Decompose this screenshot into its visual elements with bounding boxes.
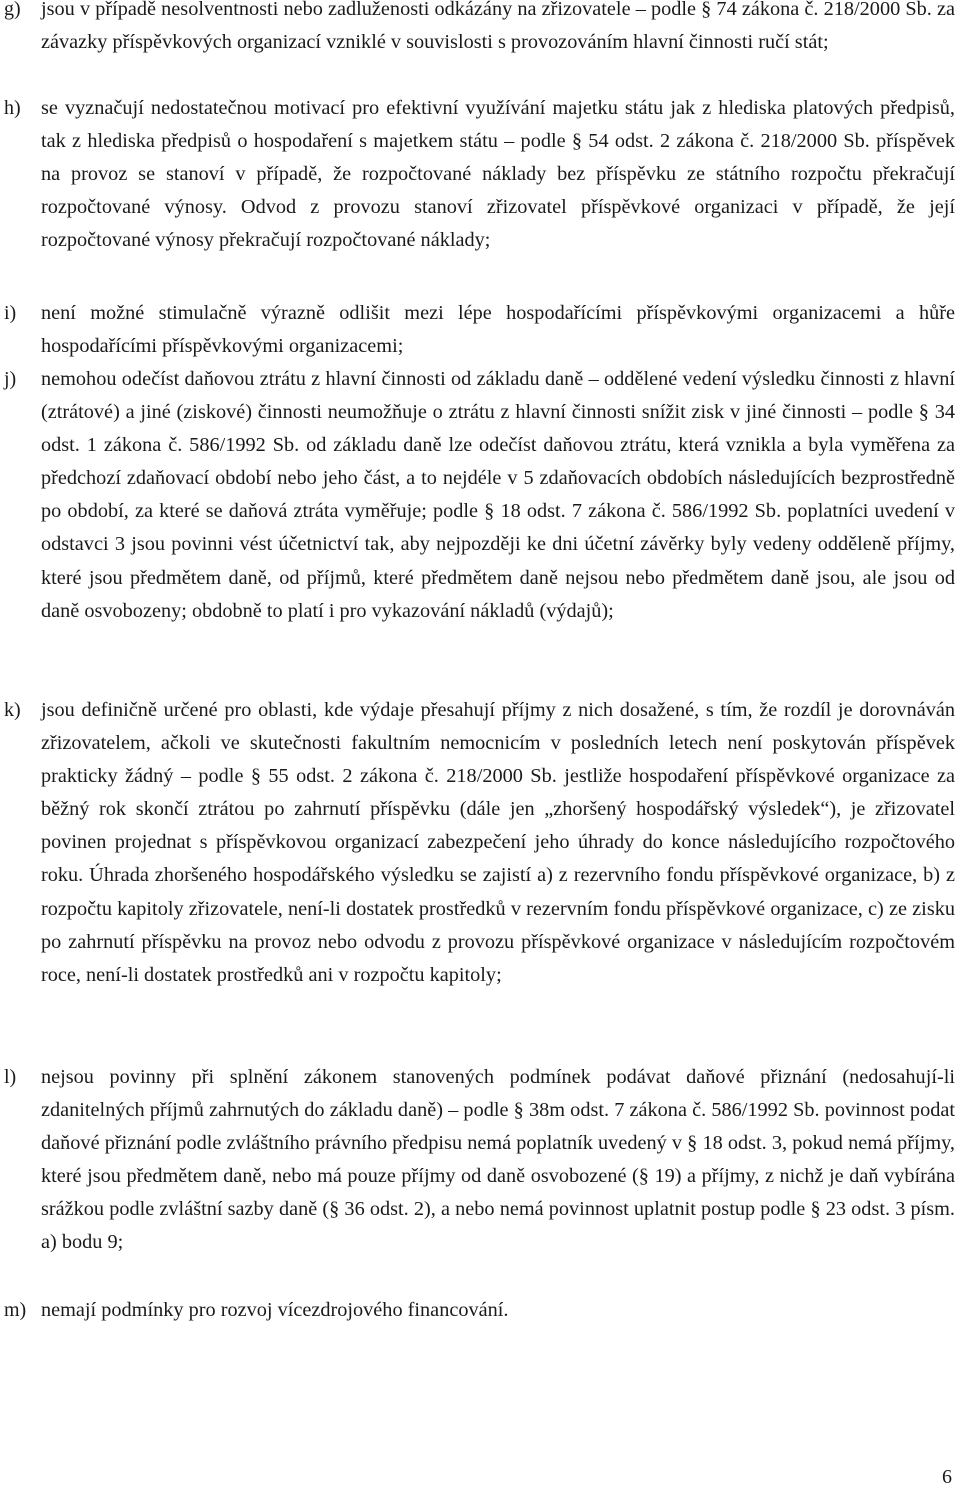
list-item-text: nejsou povinny při splnění zákonem stanovených podmínek podávat daňové přiznání (nedosahují-li zdanitelných příjmů zahrnutých do základu daně) – podle § 38m odst. 7 zákona č. 586/1992 Sb. povinnost podat daňové přiznání podle zvláštního právního předpisu nemá poplatník uvedený v § 18 odst. 3, pokud nemá příjmy, které jsou předmětem daně, nebo má pouze příjmy od daně osvobozené (§ 19) a příjmy, z nichž je daň vybírána srážkou podle zvláštní sazby daně (§ 36 odst. 2), a nebo nemá povinnost uplatnit postup podle § 23 odst. 3 písm. a) bodu 9;: [41, 1066, 955, 1254]
list-marker: g): [4, 0, 21, 20]
list-marker: m): [4, 1299, 27, 1321]
list-item-text: jsou definičně určené pro oblasti, kde výdaje přesahují příjmy z nich dosažené, s tím, že rozdíl je dorovnáván zřizovatelem, ačkoli ve skutečnosti fakultním nemocnicím v posledních letech není poskytován příspěvek prakticky žádný – podle § 55 odst. 2 zákona č. 218/2000 Sb. jestliže hospodaření příspěvkové organizace za běžný rok skončí ztrátou po zahrnutí příspěvku (dále jen „zhoršený hospodářský výsledek“), je zřizovatel povinen projednat s příspěvkovou organizací zabezpečení jeho úhrady do konce následujícího rozpočtového roku. Úhrada zhoršeného hospodářského výsledku se zajistí a) z rezervního fondu příspěvkové organizace, b) z rozpočtu kapitoly zřizovatele, není-li dostatek prostředků v rezervním fondu příspěvkové organizace, c) ze zisku po zahrnutí příspěvku na provoz nebo odvodu z provozu příspěvkové organizace v následujícím rozpočtovém roce, není-li dostatek prostředků ani v rozpočtu kapitoly;: [41, 699, 955, 986]
list-item-text: nemohou odečíst daňovou ztrátu z hlavní činnosti od základu daně – oddělené vedení výsledku činnosti z hlavní (ztrátové) a jiné (ziskové) činnosti neumožňuje o ztrátu z hlavní činnosti snížit zisk v jiné činnosti – podle § 34 odst. 1 zákona č. 586/1992 Sb. od základu daně lze odečíst daňovou ztrátu, která vznikla a byla vyměřena za předchozí zdaňovací období nebo jeho část, a to nejdéle v 5 zdaňovacích obdobích následujících bezprostředně po období, za které se daňová ztráta vyměřuje; podle § 18 odst. 7 zákona č. 586/1992 Sb. poplatníci uvedení v odstavci 3 jsou povinni vést účetnictví tak, aby nejpozději ke dni účetní závěrky byly vedeny odděleně příjmy, které jsou předmětem daně, od příjmů, které předmětem daně nejsou nebo předmětem daně jsou, ale jsou od daně osvobozeny; obdobně to platí i pro vykazování nákladů (výdajů);: [41, 368, 955, 622]
list-marker: l): [4, 1066, 17, 1088]
list-item-text: jsou v případě nesolventnosti nebo zadluženosti odkázány na zřizovatele – podle § 74 zákona č. 218/2000 Sb. za závazky příspěvkových organizací vzniklé v souvislosti s provozováním hlavní činnosti ručí stát;: [41, 0, 955, 54]
list-marker: k): [4, 699, 21, 721]
list-item-text: se vyznačují nedostatečnou motivací pro efektivní využívání majetku státu jak z hlediska platových předpisů, tak z hlediska předpisů o hospodaření s majetkem státu – podle § 54 odst. 2 zákona č. 218/2000 Sb. příspěvek na provoz se stanoví v případě, že rozpočtované náklady bez příspěvku ze státního rozpočtu překračují rozpočtované výnosy. Odvod z provozu stanoví zřizovatel příspěvkové organizaci v případě, že její rozpočtované výnosy překračují rozpočtované náklady;: [41, 97, 955, 252]
list-item-text: není možné stimulačně výrazně odlišit mezi lépe hospodařícími příspěvkovými organizacemi a hůře hospodařícími příspěvkovými organizacemi;: [41, 302, 955, 358]
page-number: 6: [942, 1466, 952, 1488]
list-marker: h): [4, 97, 21, 119]
list-marker: j): [4, 368, 17, 390]
list-marker: i): [4, 302, 17, 324]
list-item-text: nemají podmínky pro rozvoj vícezdrojového financování.: [41, 1299, 509, 1321]
